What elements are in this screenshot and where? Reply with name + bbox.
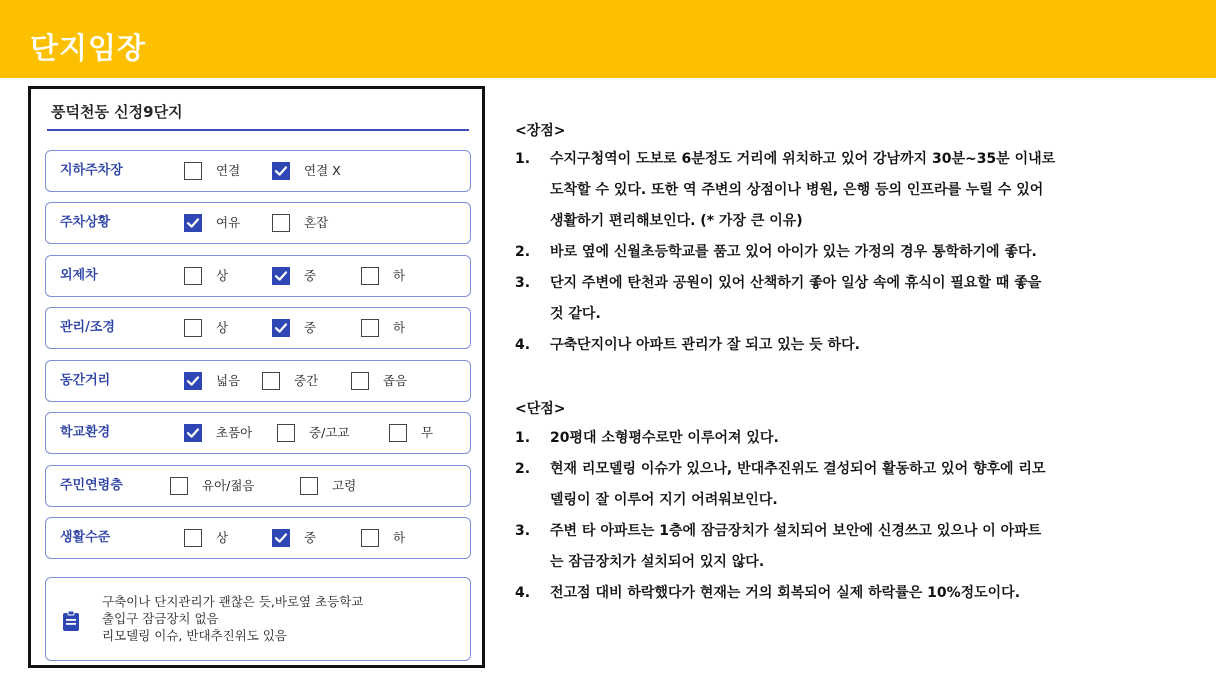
item-number: 4.: [515, 337, 531, 353]
checklist-row: [45, 465, 471, 507]
item-text: [550, 268, 1200, 330]
memo-line: 리모델링 이슈, 반대추진위도 있음: [102, 628, 287, 643]
checkbox-checked[interactable]: [272, 267, 290, 285]
option[interactable]: [351, 361, 407, 400]
item-line: 수지구청역이 도보로 6분정도 거리에 위치하고 있어 강남까지 30분~35분 이내로: [550, 151, 1056, 167]
item-text: [550, 330, 1200, 361]
checkbox-unchecked[interactable]: [184, 529, 202, 547]
option[interactable]: [361, 256, 405, 295]
option[interactable]: [184, 413, 252, 452]
item-line: 는 잠금장치가 설치되어 있지 않다.: [550, 554, 765, 570]
pros-item: [515, 330, 1195, 361]
row-label: 동간거리: [60, 373, 111, 388]
item-number: 1.: [515, 430, 531, 446]
option[interactable]: [184, 308, 228, 347]
item-text: [550, 423, 1200, 454]
option-label: 중: [304, 267, 317, 283]
checkbox-checked[interactable]: [184, 214, 202, 232]
item-line: 20평대 소형평수로만 이루어져 있다.: [550, 430, 779, 446]
item-line: 구축단지이나 아파트 관리가 잘 되고 있는 듯 하다.: [550, 337, 860, 353]
item-text: [550, 454, 1200, 516]
option-label: 하: [393, 267, 406, 283]
option-label: 초품아: [216, 424, 253, 440]
option-label: 유아/젊음: [202, 477, 255, 493]
checkbox-unchecked[interactable]: [361, 529, 379, 547]
checkbox-checked[interactable]: [184, 372, 202, 390]
checkbox-unchecked[interactable]: [184, 319, 202, 337]
checkbox-checked[interactable]: [184, 424, 202, 442]
checkbox-checked[interactable]: [272, 162, 290, 180]
option-label: 좁음: [383, 372, 408, 388]
item-number: 3.: [515, 275, 531, 291]
checklist-row: [45, 202, 471, 244]
cons-item: [515, 578, 1195, 609]
item-number: 1.: [515, 151, 531, 167]
pros-item: [515, 144, 1195, 237]
option[interactable]: [272, 308, 316, 347]
item-text: [550, 578, 1200, 609]
page-title: 단지임장: [30, 31, 147, 65]
checklist-row: [45, 517, 471, 559]
option-label: 상: [216, 529, 229, 545]
complex-name: 풍덕천동 신정9단지: [51, 103, 183, 121]
pros-item: [515, 237, 1195, 268]
option[interactable]: [361, 308, 405, 347]
pros-heading: <장점>: [515, 123, 566, 139]
checkbox-unchecked[interactable]: [272, 214, 290, 232]
checklist-row: [45, 412, 471, 454]
checkbox-checked[interactable]: [272, 319, 290, 337]
option[interactable]: [184, 361, 240, 400]
checkbox-unchecked[interactable]: [184, 162, 202, 180]
item-text: [550, 144, 1200, 237]
option-label: 연결 X: [304, 162, 341, 178]
option-label: 고령: [332, 477, 357, 493]
option[interactable]: [272, 203, 328, 242]
item-number: 4.: [515, 585, 531, 601]
option[interactable]: [272, 256, 316, 295]
option[interactable]: [277, 413, 349, 452]
item-number: 3.: [515, 523, 531, 539]
option-label: 하: [393, 529, 406, 545]
option[interactable]: [170, 466, 255, 505]
item-text: [550, 237, 1200, 268]
item-line: 생활하기 편리해보인다. (* 가장 큰 이유): [550, 213, 803, 229]
cons-item: [515, 454, 1195, 516]
option-label: 중/고교: [309, 424, 350, 440]
clipboard-icon: [62, 610, 80, 632]
checkbox-unchecked[interactable]: [184, 267, 202, 285]
title-divider: [47, 129, 469, 131]
row-label: 지하주차장: [60, 163, 123, 178]
item-line: 전고점 대비 하락했다가 현재는 거의 회복되어 실제 하락률은 10%정도이다.: [550, 585, 1021, 601]
option-label: 중: [304, 319, 317, 335]
option-label: 혼잡: [304, 214, 329, 230]
option[interactable]: [361, 518, 405, 557]
checkbox-unchecked[interactable]: [262, 372, 280, 390]
cons-item: [515, 516, 1195, 578]
checklist-row: [45, 307, 471, 349]
option-label: 중간: [294, 372, 319, 388]
checklist-row: [45, 255, 471, 297]
memo-text: [102, 593, 363, 644]
option[interactable]: [272, 151, 341, 190]
checklist-row: [45, 150, 471, 192]
row-label: 학교환경: [60, 425, 111, 440]
checkbox-unchecked[interactable]: [300, 477, 318, 495]
option-label: 무: [421, 424, 434, 440]
row-label: 관리/조경: [60, 320, 115, 335]
option[interactable]: [184, 151, 240, 190]
item-text: [550, 516, 1200, 578]
checkbox-unchecked[interactable]: [170, 477, 188, 495]
option-label: 하: [393, 319, 406, 335]
item-line: 바로 옆에 신월초등학교를 품고 있어 아이가 있는 가정의 경우 통학하기에 좋다.: [550, 244, 1037, 260]
cons-item: [515, 423, 1195, 454]
row-label: 생활수준: [60, 530, 111, 545]
item-number: 2.: [515, 461, 531, 477]
checkbox-unchecked[interactable]: [351, 372, 369, 390]
option[interactable]: [300, 466, 356, 505]
memo-box: [45, 577, 471, 661]
item-line: 도착할 수 있다. 또한 역 주변의 상점이나 병원, 은행 등의 인프라를 누릴 수 있어: [550, 182, 1044, 198]
option[interactable]: [389, 413, 433, 452]
option-label: 여유: [216, 214, 241, 230]
memo-line: 출입구 잠금장치 없음: [102, 611, 219, 626]
memo-line: 구축이나 단지관리가 괜찮은 듯,바로옆 초등학교: [102, 594, 364, 609]
checkbox-unchecked[interactable]: [389, 424, 407, 442]
item-line: 단지 주변에 탄천과 공원이 있어 산책하기 좋아 일상 속에 휴식이 필요할 때 좋을: [550, 275, 1042, 291]
option-label: 넓음: [216, 372, 241, 388]
option[interactable]: [272, 518, 316, 557]
pros-item: [515, 268, 1195, 330]
checklist-panel: [28, 86, 485, 668]
checkbox-unchecked[interactable]: [361, 267, 379, 285]
header-banner: [0, 0, 1216, 78]
checklist-row: [45, 360, 471, 402]
option[interactable]: [184, 203, 240, 242]
checkbox-unchecked[interactable]: [361, 319, 379, 337]
checkbox-checked[interactable]: [272, 529, 290, 547]
option-label: 중: [304, 529, 317, 545]
item-line: 현재 리모델링 이슈가 있으나, 반대추진위도 결성되어 활동하고 있어 향후에 리모: [550, 461, 1046, 477]
item-line: 것 같다.: [550, 306, 601, 322]
option[interactable]: [184, 518, 228, 557]
option-label: 연결: [216, 162, 241, 178]
item-line: 주변 타 아파트는 1층에 잠금장치가 설치되어 보안에 신경쓰고 있으나 이 아파트: [550, 523, 1042, 539]
row-label: 외제차: [60, 268, 98, 283]
option[interactable]: [184, 256, 228, 295]
row-label: 주차상황: [60, 215, 111, 230]
option[interactable]: [262, 361, 318, 400]
item-number: 2.: [515, 244, 531, 260]
option-label: 상: [216, 319, 229, 335]
item-line: 델링이 잘 이루어 지기 어려워보인다.: [550, 492, 778, 508]
cons-heading: <단점>: [515, 401, 566, 417]
checkbox-unchecked[interactable]: [277, 424, 295, 442]
row-label: 주민연령층: [60, 478, 123, 493]
option-label: 상: [216, 267, 229, 283]
